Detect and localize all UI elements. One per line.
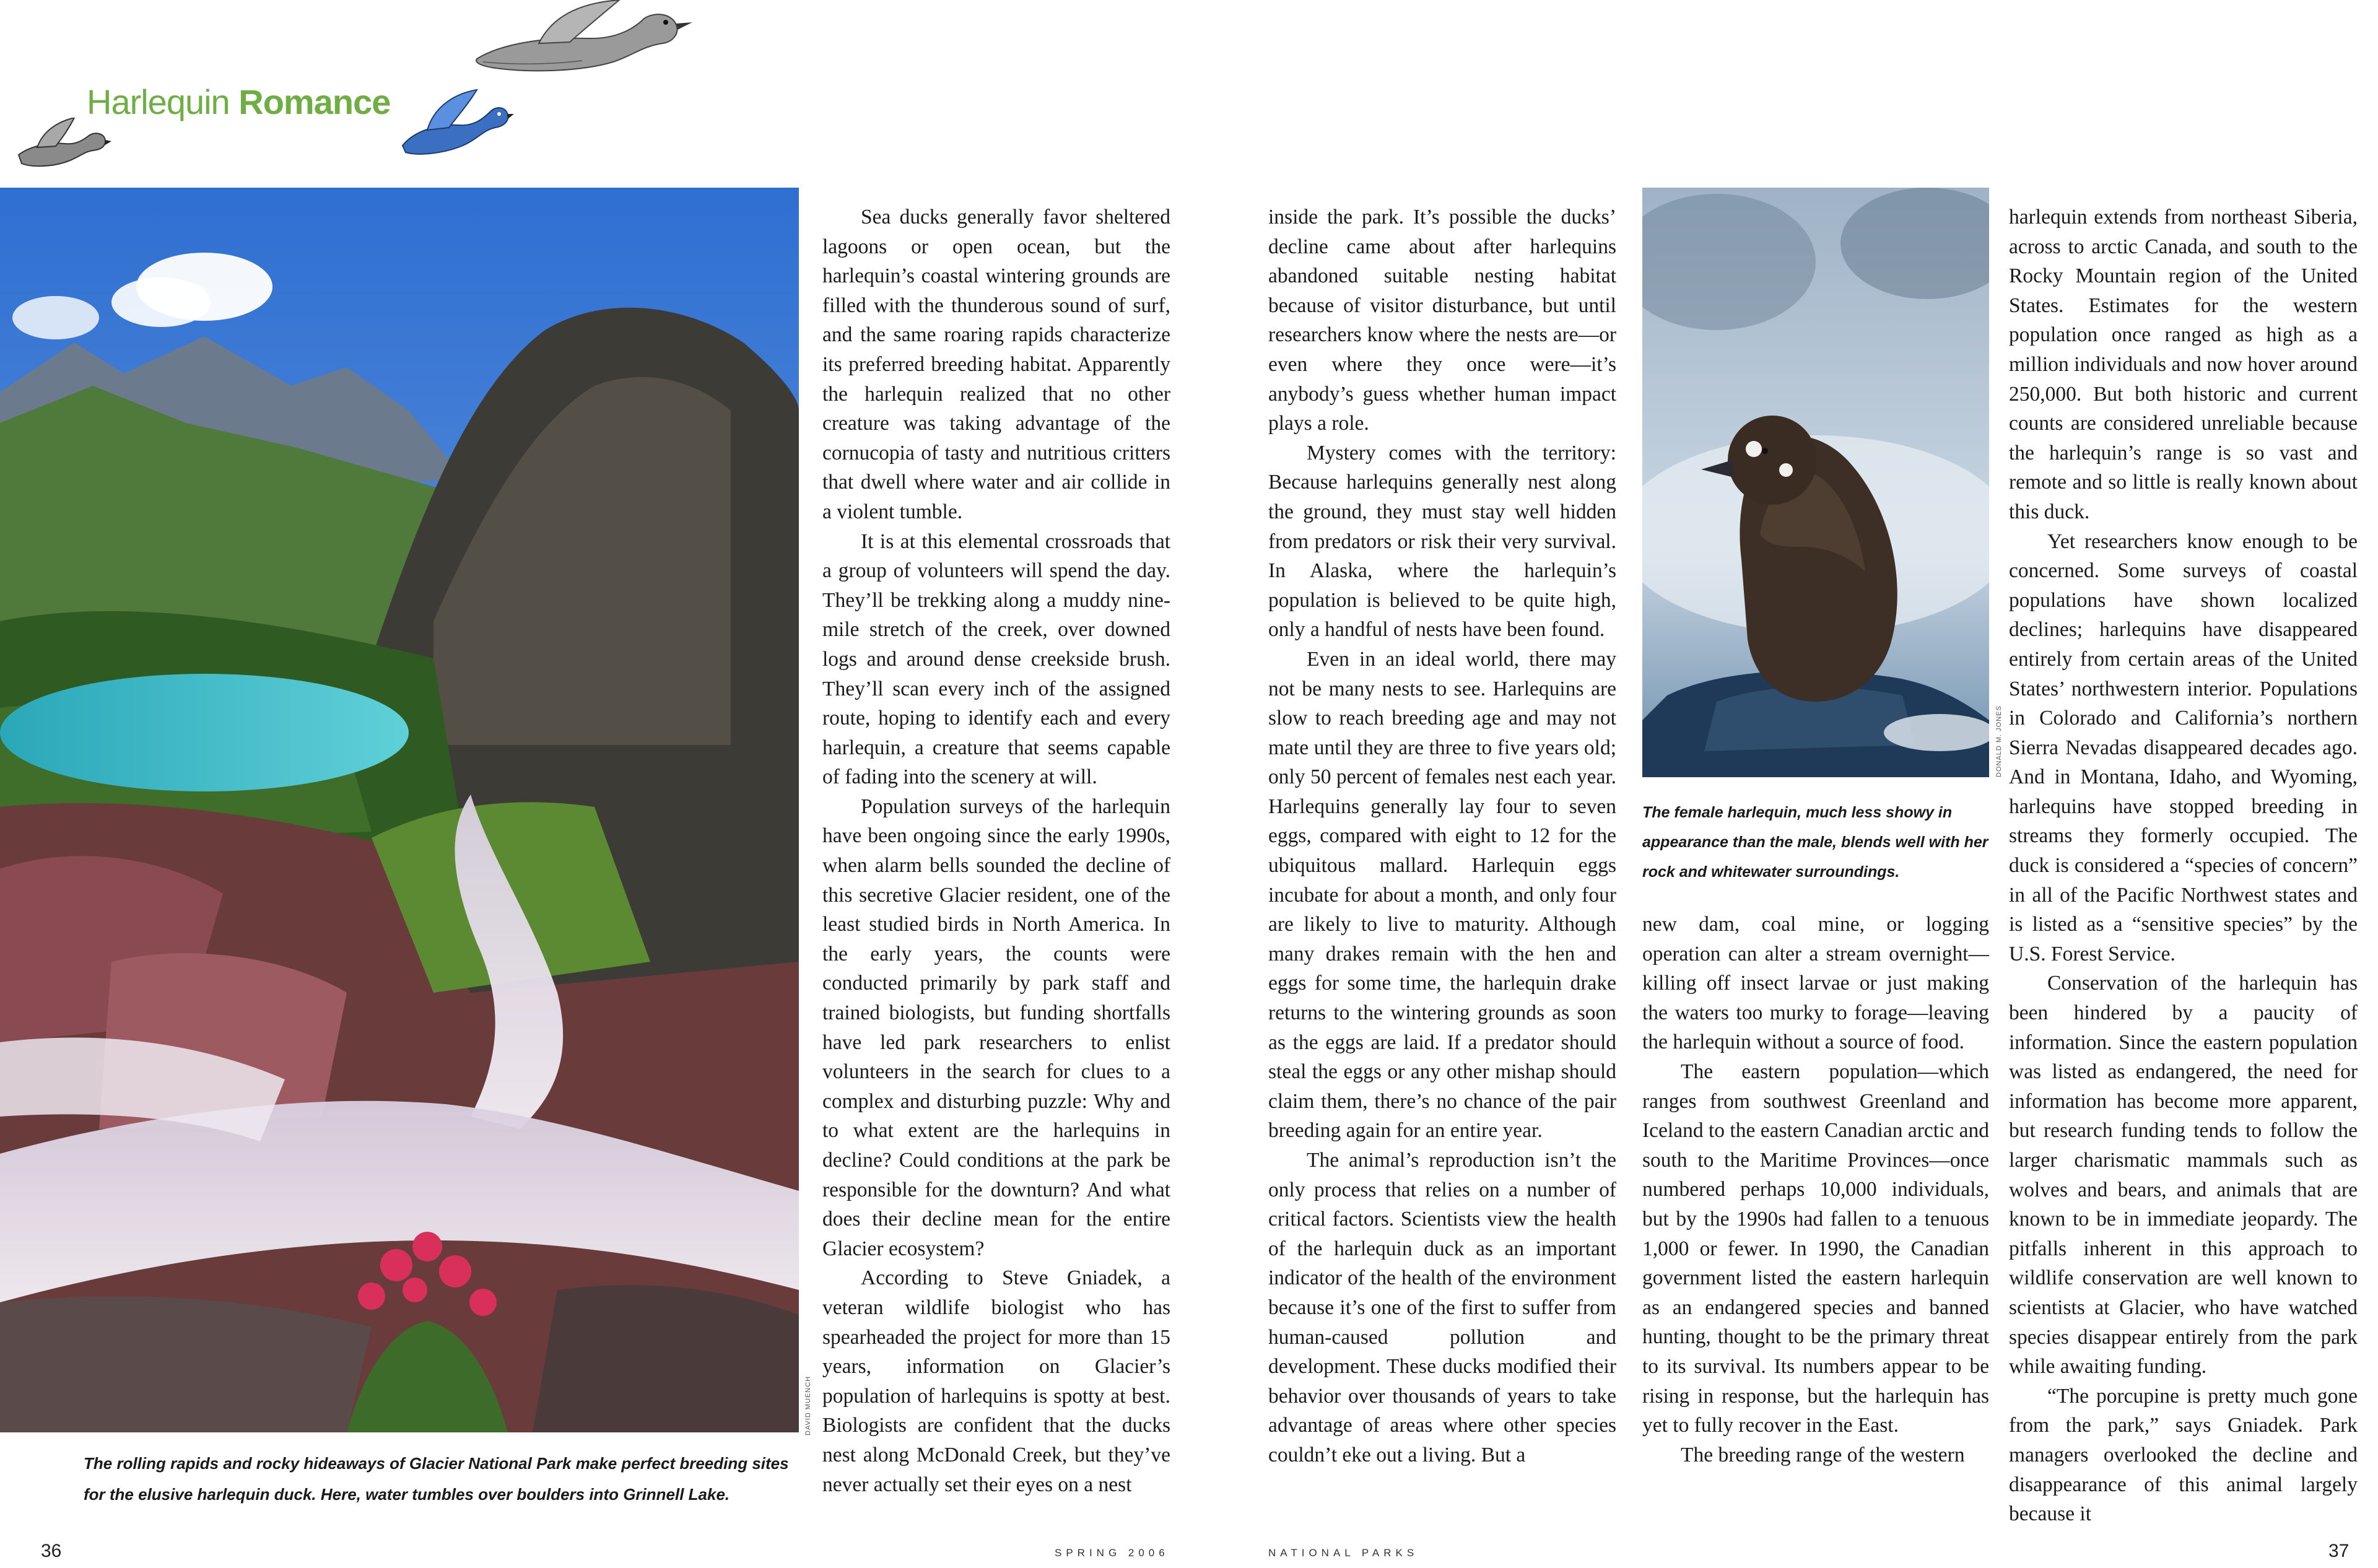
- article-paragraph: inside the park. It’s possible the ducks’ decline came about after harlequins abandoned suitable nesting habitat because of visitor disturbance, but until researchers know where the nests are—or even where they once were—it’s anybody’s guess whether human impact plays a role.: [1268, 206, 1616, 435]
- article-paragraph: Sea ducks generally favor sheltered lagoons or open ocean, but the harlequin’s coastal wintering grounds are filled with the thunderous sound of surf, and the same roaring rapids characterize its preferred breeding habitat. Apparently the harlequin realized that no other creature was taking advantage of the cornucopia of tasty and nutritious critters that dwell where water and air collide in a violent tumble.: [822, 206, 1170, 523]
- duck-photo-credit: DONALD M. JONES: [1995, 705, 2003, 777]
- page-number-left: 36: [41, 1541, 62, 1561]
- article-column-3: [1642, 910, 1989, 1470]
- section-title-light: Harlequin: [87, 82, 230, 121]
- article-paragraph: “The porcupine is pretty much gone from the park,” says Gniadek. Park managers overlooked the decline and disappearance of this animal largely because it: [2009, 1384, 2358, 1526]
- landscape-photo-credit: DAVID MUENCH: [804, 1375, 812, 1435]
- glacier-landscape-photo: [0, 188, 799, 1432]
- section-title-bold: Romance: [238, 82, 391, 121]
- running-footer-magazine: NATIONAL PARKS: [1268, 1547, 1419, 1559]
- page-number-right: 37: [2328, 1541, 2350, 1561]
- article-paragraph: Population surveys of the harlequin have been ongoing since the early 1990s, when alarm bells sounded the decline of this secretive Glacier resident, one of the least studied birds in North America. In the early years, the counts were conducted primarily by park staff and trained biologists, but funding shortfalls have led park researchers to enlist volunteers in the search for clues to a complex and disturbing puzzle: Why and to what extent are the harlequins in decline? Could conditions at the park be responsible for the downturn? And what does their decline mean for the entire Glacier ecosystem?: [822, 795, 1170, 1260]
- article-paragraph: The eastern population—which ranges from southwest Greenland and Iceland to the eastern Canadian arctic and south to the Maritime Provinces—once numbered perhaps 10,000 individuals, but by the 1990s had fallen to a tenuous 1,000 or fewer. In 1990, the Canadian government listed the eastern harlequin as an endangered species and banned hunting, thought to be the primary threat to its survival. Its numbers appear to be rising in response, but the harlequin has yet to fully recover in the East.: [1642, 1060, 1989, 1437]
- flying-duck-illustration: [458, 0, 694, 81]
- article-paragraph: It is at this elemental crossroads that a group of volunteers will spend the day. They’ll be trekking along a muddy nine-mile stretch of the creek, over downed logs and around dense creekside brush. They’ll scan every inch of the assigned route, hoping to identify each and every harlequin, a creature that seems capable of fading into the scenery at will.: [822, 529, 1170, 789]
- landscape-caption: The rolling rapids and rocky hideaways of Glacier National Park make perfect breeding sites for the elusive harlequin duck. Here, water tumbles over boulders into Grinnell Lake.: [84, 1454, 789, 1504]
- article-column-1: [822, 203, 1170, 1499]
- running-footer-issue: SPRING 2006: [1055, 1547, 1169, 1559]
- female-harlequin-photo: [1642, 188, 1989, 777]
- article-column-2: [1268, 203, 1616, 1470]
- article-paragraph: harlequin extends from northeast Siberia, across to arctic Canada, and south to the Rocky Mountain region of the United States. Estimates for the western population once ranged as high as a million individuals and now hover around 250,000. But both historic and current counts are considered unreliable because the harlequin’s range is so vast and remote and so little is really known about this duck.: [2009, 206, 2358, 523]
- blue-duck-illustration: [390, 87, 514, 173]
- article-paragraph: Yet researchers know enough to be concerned. Some surveys of coastal populations have shown localized declines; harlequins have disappeared entirely from certain areas of the United States’ northwestern interior. Populations in Colorado and California’s northern Sierra Nevadas disappeared decades ago. And in Montana, Idaho, and Wyoming, harlequins have stopped breeding in streams they formerly occupied. The duck is considered a “species of concern” in all of the Pacific Northwest states and is listed as a “sensitive species” by the U.S. Forest Service.: [2009, 529, 2358, 965]
- article-paragraph: The animal’s reproduction isn’t the only process that relies on a number of critical factors. Scientists view the health of the harlequin duck as an important indicator of the health of the environment because it’s one of the first to suffer from human-caused pollution and development. These ducks modified their behavior over thousands of years to take advantage of areas where other species couldn’t eke out a living. But a: [1268, 1149, 1616, 1466]
- section-title: [87, 82, 390, 122]
- article-column-4: [2009, 203, 2358, 1529]
- article-paragraph: Mystery comes with the territory: Because harlequins generally nest along the ground, they must stay well hidden from predators or risk their very survival. In Alaska, where the harlequin’s population is believed to be quite high, only a handful of nests have been found.: [1268, 441, 1616, 642]
- article-paragraph: According to Steve Gniadek, a veteran wildlife biologist who has spearheaded the project for more than 15 years, information on Glacier’s population of harlequins is spotty at best. Biologists are confident that the ducks nest along McDonald Creek, but they’ve never actually set their eyes on a nest: [822, 1266, 1170, 1496]
- article-paragraph: new dam, coal mine, or logging operation can alter a stream overnight—killing off insect larvae or just making the waters too murky to forage—leaving the harlequin without a source of food.: [1642, 913, 1989, 1054]
- duck-caption: The female harlequin, much less showy in appearance than the male, blends well with her rock and whitewater surroundings.: [1642, 804, 1988, 881]
- article-paragraph: Even in an ideal world, there may not be many nests to see. Harlequins are slow to reach breeding age and may not mate until they are three to five years old; only 50 percent of females nest each year. Harlequins generally lay four to seven eggs, compared with eight to 12 for the ubiquitous mallard. Harlequin eggs incubate for about a month, and only four are likely to live to maturity. Although many drakes remain with the hen and eggs for some time, the harlequin drake returns to the wintering grounds as soon as the eggs are laid. If a predator should steal the eggs or any other mishap should claim them, there’s no chance of the pair breeding again for an entire year.: [1268, 647, 1616, 1143]
- article-paragraph: Conservation of the harlequin has been hindered by a paucity of information. Since the eastern population was listed as endangered, the need for information has become more apparent, but research funding tends to follow the larger charismatic mammals such as wolves and bears, and animals that are known to be in immediate jeopardy. The pitfalls inherent in this approach to wildlife conservation are well known to scientists at Glacier, who have watched species disappear entirely from the park while awaiting funding.: [2009, 972, 2358, 1379]
- grey-duck-illustration: [12, 118, 111, 173]
- article-paragraph: The breeding range of the western: [1681, 1443, 1965, 1466]
